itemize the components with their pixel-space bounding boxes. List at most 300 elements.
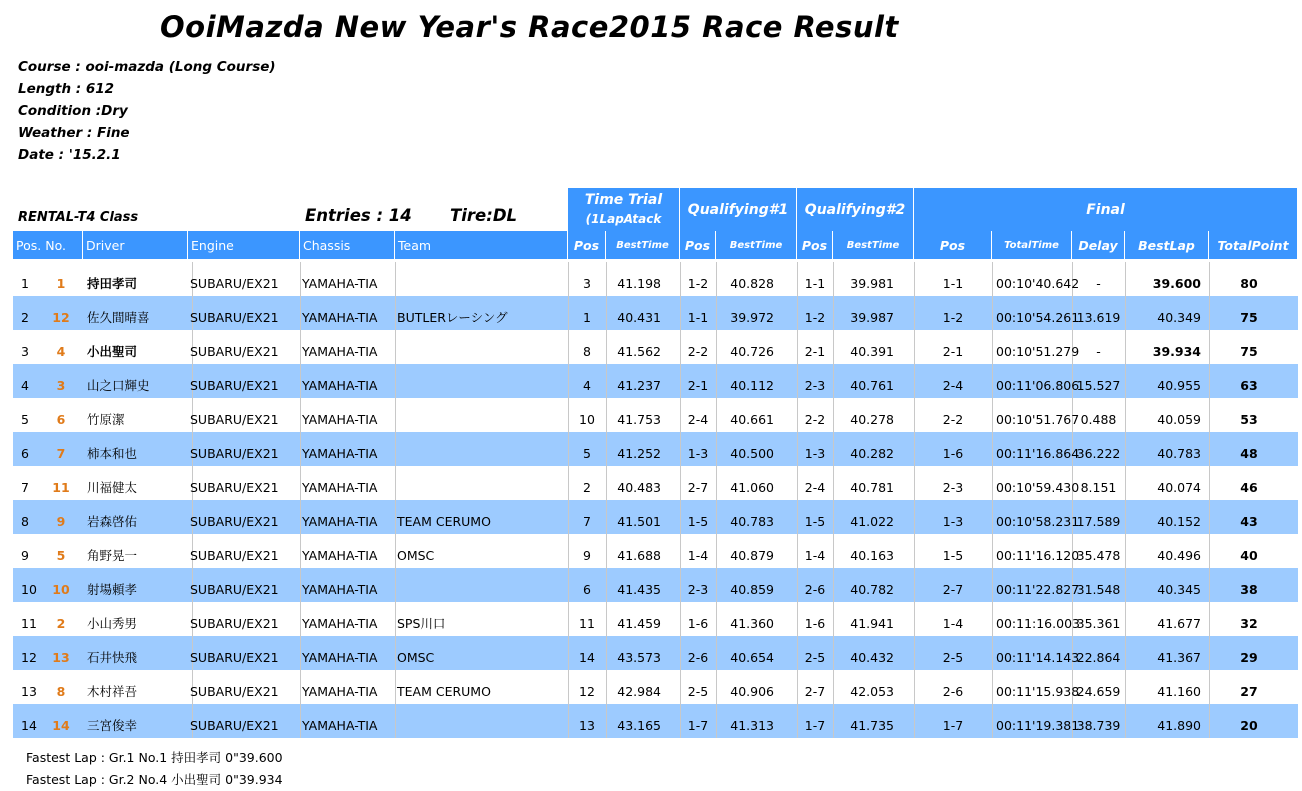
row-total-point: 43 [1240, 514, 1258, 529]
column-divider [300, 296, 301, 330]
row-tt-pos: 11 [579, 616, 595, 631]
row-total-time: 00:11'16.864 [996, 446, 1080, 461]
row-tt-pos: 12 [579, 684, 595, 699]
table-row [13, 432, 1298, 466]
row-total-time: 00:10'59.430 [996, 480, 1080, 495]
row-final-pos: 1-7 [942, 718, 964, 733]
row-driver: 射場頼孝 [87, 582, 138, 597]
row-tt-pos: 13 [579, 718, 595, 733]
column-divider [300, 500, 301, 534]
row-q1-pos: 2-5 [687, 684, 709, 699]
row-final-pos: 2-1 [942, 344, 964, 359]
row-q1-pos: 1-2 [687, 276, 709, 291]
row-q2-best: 41.735 [850, 718, 894, 733]
row-total-point: 38 [1240, 582, 1258, 597]
row-q2-best: 40.163 [850, 548, 894, 563]
row-tt-best: 41.198 [617, 276, 661, 291]
row-team: OMSC [397, 548, 435, 563]
row-team: OMSC [397, 650, 435, 665]
column-divider [992, 398, 993, 432]
table-row [13, 670, 1298, 704]
row-total-time: 00:11'22.827 [996, 582, 1080, 597]
row-q2-best: 39.981 [850, 276, 894, 291]
row-q1-best: 40.661 [730, 412, 774, 427]
row-total-point: 46 [1240, 480, 1258, 495]
row-chassis: YAMAHA-TIA [302, 344, 378, 359]
row-tt-pos: 6 [583, 582, 591, 597]
column-divider [992, 364, 993, 398]
row-tt-best: 41.753 [617, 412, 661, 427]
column-divider [300, 330, 301, 364]
row-tt-best: 41.562 [617, 344, 661, 359]
row-q2-pos: 1-1 [804, 276, 826, 291]
table-row [13, 704, 1298, 738]
row-total-time: 00:11'19.381 [996, 718, 1080, 733]
col-header-driver: Driver [83, 231, 188, 259]
fastest-lap-group-2: Fastest Lap : Gr.2 No.4 小出聖司 0"39.934 [26, 772, 283, 787]
column-divider [992, 262, 993, 296]
col-header-tt-pos: Pos [568, 231, 606, 259]
row-tt-pos: 5 [583, 446, 591, 461]
row-tt-best: 41.237 [617, 378, 661, 393]
row-q1-pos: 2-6 [687, 650, 709, 665]
row-chassis: YAMAHA-TIA [302, 718, 378, 733]
row-total-point: 20 [1240, 718, 1258, 733]
row-tt-best: 41.252 [617, 446, 661, 461]
row-driver: 小出聖司 [87, 344, 138, 359]
row-q2-best: 41.022 [850, 514, 894, 529]
row-final-pos: 2-7 [942, 582, 964, 597]
row-best-lap: 40.059 [1157, 412, 1201, 427]
row-chassis: YAMAHA-TIA [302, 650, 378, 665]
col-header-total-point: TotalPoint [1209, 231, 1298, 259]
row-q2-pos: 1-5 [804, 514, 826, 529]
column-divider [300, 602, 301, 636]
row-total-point: 75 [1240, 344, 1258, 359]
row-engine: SUBARU/EX21 [190, 514, 279, 529]
row-q2-pos: 2-1 [804, 344, 826, 359]
col-header-q1-pos: Pos [680, 231, 716, 259]
row-chassis: YAMAHA-TIA [302, 310, 378, 325]
row-driver: 佐久間晴喜 [87, 310, 150, 325]
table-row [13, 262, 1298, 296]
row-pos: 14 [21, 718, 37, 733]
row-engine: SUBARU/EX21 [190, 650, 279, 665]
row-q1-best: 40.879 [730, 548, 774, 563]
row-tt-pos: 7 [583, 514, 591, 529]
column-divider [992, 500, 993, 534]
row-engine: SUBARU/EX21 [190, 718, 279, 733]
row-pos: 10 [21, 582, 37, 597]
row-q1-pos: 2-2 [687, 344, 709, 359]
column-divider [992, 704, 993, 738]
col-header-tt-best: BestTime [606, 231, 680, 259]
row-number: 4 [56, 344, 66, 359]
row-chassis: YAMAHA-TIA [302, 514, 378, 529]
column-divider [992, 466, 993, 500]
length-info: Length : 612 [18, 81, 115, 97]
col-header-final-pos: Pos [914, 231, 992, 259]
row-tt-pos: 1 [583, 310, 591, 325]
row-driver: 石井快飛 [87, 650, 138, 665]
row-delay: - [1096, 276, 1101, 291]
condition-info: Condition :Dry [18, 103, 128, 119]
row-total-point: 48 [1240, 446, 1258, 461]
row-delay: 35.361 [1076, 616, 1121, 631]
row-number: 14 [52, 718, 70, 733]
row-driver: 柿本和也 [87, 446, 138, 461]
row-number: 9 [56, 514, 66, 529]
column-divider [992, 636, 993, 670]
row-driver: 川福健太 [87, 480, 138, 495]
row-pos: 12 [21, 650, 37, 665]
row-engine: SUBARU/EX21 [190, 480, 279, 495]
row-final-pos: 1-2 [942, 310, 964, 325]
row-team [397, 275, 567, 293]
row-engine: SUBARU/EX21 [190, 684, 279, 699]
row-chassis: YAMAHA-TIA [302, 378, 378, 393]
row-q1-best: 40.906 [730, 684, 774, 699]
row-q1-pos: 1-1 [687, 310, 709, 325]
row-number: 3 [56, 378, 66, 393]
row-pos: 8 [21, 514, 29, 529]
row-total-point: 27 [1240, 684, 1258, 699]
column-divider [300, 636, 301, 670]
row-chassis: YAMAHA-TIA [302, 446, 378, 461]
row-delay: 31.548 [1076, 582, 1121, 597]
row-engine: SUBARU/EX21 [190, 378, 279, 393]
row-chassis: YAMAHA-TIA [302, 412, 378, 427]
row-total-time: 00:10'58.231 [996, 514, 1080, 529]
row-best-lap: 40.349 [1157, 310, 1201, 325]
row-final-pos: 2-2 [942, 412, 964, 427]
row-tt-best: 41.501 [617, 514, 661, 529]
row-tt-pos: 10 [579, 412, 595, 427]
col-header-pos-no [13, 231, 83, 259]
row-best-lap: 41.367 [1157, 650, 1201, 665]
column-divider [300, 466, 301, 500]
row-total-time: 00:11:16.003 [996, 616, 1080, 631]
row-q1-pos: 1-5 [687, 514, 709, 529]
row-pos: 2 [21, 310, 29, 325]
row-q1-best: 40.726 [730, 344, 774, 359]
row-number: 8 [56, 684, 66, 699]
row-total-point: 29 [1240, 650, 1258, 665]
row-q1-best: 40.654 [730, 650, 774, 665]
row-q1-pos: 1-7 [687, 718, 709, 733]
table-row [13, 602, 1298, 636]
row-total-time: 00:10'40.642 [996, 276, 1080, 291]
table-row [13, 534, 1298, 568]
row-team [397, 479, 567, 497]
row-number: 7 [56, 446, 66, 461]
row-q2-pos: 1-2 [804, 310, 826, 325]
row-final-pos: 2-4 [942, 378, 964, 393]
row-chassis: YAMAHA-TIA [302, 480, 378, 495]
column-divider [300, 534, 301, 568]
class-label: RENTAL-T4 Class [18, 210, 139, 225]
row-pos: 1 [21, 276, 29, 291]
col-header-engine: Engine [188, 231, 300, 259]
row-q1-best: 40.783 [730, 514, 774, 529]
row-q1-pos: 2-4 [687, 412, 709, 427]
row-number: 1 [56, 276, 66, 291]
col-header-q2-pos: Pos [797, 231, 833, 259]
row-driver: 角野晃一 [87, 548, 138, 563]
col-header-team: Team [395, 231, 568, 259]
fastest-lap-group-1: Fastest Lap : Gr.1 No.1 持田孝司 0"39.600 [26, 750, 283, 765]
group-qualifying-1: Qualifying#1 [680, 188, 797, 231]
row-q2-pos: 2-7 [804, 684, 826, 699]
row-delay: 36.222 [1076, 446, 1121, 461]
row-pos: 7 [21, 480, 29, 495]
row-delay: 0.488 [1080, 412, 1117, 427]
row-pos: 11 [21, 616, 37, 631]
column-divider [300, 432, 301, 466]
group-time-trial [568, 188, 680, 231]
column-divider [992, 296, 993, 330]
col-header-delay: Delay [1072, 231, 1125, 259]
row-team: SPS川口 [397, 616, 446, 631]
row-driver: 竹原潔 [87, 412, 125, 427]
row-final-pos: 2-5 [942, 650, 964, 665]
row-team [397, 411, 567, 429]
row-tt-pos: 9 [583, 548, 591, 563]
entries-count: Entries : 14 [305, 206, 412, 225]
row-number: 11 [52, 480, 70, 495]
column-divider [300, 364, 301, 398]
row-q2-pos: 1-7 [804, 718, 826, 733]
row-total-point: 32 [1240, 616, 1258, 631]
row-driver: 山之口輝史 [87, 378, 150, 393]
col-header-total-time: TotalTime [992, 231, 1072, 259]
column-divider [992, 568, 993, 602]
row-q2-best: 40.391 [850, 344, 894, 359]
row-pos: 4 [21, 378, 29, 393]
col-header-pos: Pos. [16, 237, 42, 253]
row-chassis: YAMAHA-TIA [302, 684, 378, 699]
row-q1-pos: 2-7 [687, 480, 709, 495]
row-team [397, 445, 567, 463]
group-time-trial-sub: (1LapAtack [585, 211, 662, 226]
row-total-time: 00:10'51.767 [996, 412, 1080, 427]
row-tt-pos: 4 [583, 378, 591, 393]
row-best-lap: 40.496 [1157, 548, 1201, 563]
row-q1-best: 40.859 [730, 582, 774, 597]
row-delay: 13.619 [1076, 310, 1121, 325]
row-team: TEAM CERUMO [397, 514, 491, 529]
row-q1-best: 41.360 [730, 616, 774, 631]
row-delay: 15.527 [1076, 378, 1121, 393]
row-final-pos: 1-1 [942, 276, 964, 291]
table-row [13, 636, 1298, 670]
row-total-time: 00:11'14.143 [996, 650, 1080, 665]
page-title: OoiMazda New Year's Race2015 Race Result [160, 10, 899, 44]
col-header-q1-best: BestTime [716, 231, 797, 259]
row-number: 5 [56, 548, 66, 563]
row-team: TEAM CERUMO [397, 684, 491, 699]
row-total-point: 63 [1240, 378, 1258, 393]
row-delay: 8.151 [1080, 480, 1117, 495]
table-row [13, 364, 1298, 398]
weather-info: Weather : Fine [18, 125, 130, 141]
row-total-point: 75 [1240, 310, 1258, 325]
row-best-lap: 40.955 [1157, 378, 1201, 393]
column-divider [992, 534, 993, 568]
row-tt-pos: 14 [579, 650, 595, 665]
row-engine: SUBARU/EX21 [190, 616, 279, 631]
row-tt-best: 40.431 [617, 310, 661, 325]
row-team: BUTLERレーシング [397, 310, 508, 325]
row-final-pos: 1-6 [942, 446, 964, 461]
row-team [397, 377, 567, 395]
table-row [13, 296, 1298, 330]
row-q2-pos: 1-3 [804, 446, 826, 461]
row-driver: 三宮俊幸 [87, 718, 138, 733]
row-final-pos: 1-5 [942, 548, 964, 563]
row-driver: 小山秀男 [87, 616, 138, 631]
group-qualifying-2: Qualifying#2 [797, 188, 914, 231]
row-engine: SUBARU/EX21 [190, 344, 279, 359]
row-number: 10 [52, 582, 70, 597]
row-team [397, 717, 567, 735]
row-delay: 24.659 [1076, 684, 1121, 699]
row-q2-pos: 2-3 [804, 378, 826, 393]
row-tt-best: 43.573 [617, 650, 661, 665]
row-q2-pos: 1-6 [804, 616, 826, 631]
row-total-point: 80 [1240, 276, 1258, 291]
col-header-chassis: Chassis [300, 231, 395, 259]
column-divider [992, 330, 993, 364]
table-row [13, 500, 1298, 534]
group-final: Final [914, 188, 1298, 231]
row-number: 12 [52, 310, 70, 325]
row-number: 6 [56, 412, 66, 427]
row-driver: 木村祥吾 [87, 684, 138, 699]
row-q2-best: 40.782 [850, 582, 894, 597]
row-best-lap: 41.160 [1157, 684, 1201, 699]
row-tt-best: 40.483 [617, 480, 661, 495]
row-best-lap: 40.783 [1157, 446, 1201, 461]
column-divider [300, 568, 301, 602]
row-tt-pos: 3 [583, 276, 591, 291]
course-info: Course : ooi-mazda (Long Course) [18, 59, 276, 75]
row-best-lap: 41.677 [1157, 616, 1201, 631]
row-delay: 35.478 [1076, 548, 1121, 563]
row-q1-pos: 2-3 [687, 582, 709, 597]
row-best-lap: 41.890 [1157, 718, 1201, 733]
row-tt-best: 43.165 [617, 718, 661, 733]
row-q2-best: 40.282 [850, 446, 894, 461]
row-engine: SUBARU/EX21 [190, 446, 279, 461]
row-number: 2 [56, 616, 66, 631]
table-row [13, 466, 1298, 500]
column-divider [992, 670, 993, 704]
row-q2-pos: 2-6 [804, 582, 826, 597]
row-engine: SUBARU/EX21 [190, 276, 279, 291]
row-q2-pos: 2-5 [804, 650, 826, 665]
column-divider [300, 670, 301, 704]
row-delay: 17.589 [1076, 514, 1121, 529]
col-header-best-lap: BestLap [1125, 231, 1209, 259]
row-engine: SUBARU/EX21 [190, 548, 279, 563]
row-best-lap: 40.152 [1157, 514, 1201, 529]
table-row [13, 568, 1298, 602]
table-row [13, 330, 1298, 364]
row-team [397, 343, 567, 361]
row-pos: 9 [21, 548, 29, 563]
row-pos: 3 [21, 344, 29, 359]
row-total-time: 00:10'54.261 [996, 310, 1080, 325]
row-final-pos: 2-3 [942, 480, 964, 495]
row-q2-best: 40.432 [850, 650, 894, 665]
row-chassis: YAMAHA-TIA [302, 276, 378, 291]
row-q1-best: 40.500 [730, 446, 774, 461]
row-q1-best: 41.313 [730, 718, 774, 733]
row-total-time: 00:11'15.938 [996, 684, 1080, 699]
row-q2-best: 39.987 [850, 310, 894, 325]
row-number: 13 [52, 650, 70, 665]
column-divider [992, 602, 993, 636]
tire-label: Tire:DL [450, 206, 518, 225]
row-total-time: 00:10'51.279 [996, 344, 1080, 359]
row-q2-pos: 1-4 [804, 548, 826, 563]
row-pos: 13 [21, 684, 37, 699]
group-time-trial-label: Time Trial [584, 191, 663, 208]
row-q1-best: 40.112 [730, 378, 774, 393]
row-engine: SUBARU/EX21 [190, 412, 279, 427]
row-pos: 6 [21, 446, 29, 461]
date-info: Date : '15.2.1 [18, 147, 121, 163]
row-q2-best: 40.278 [850, 412, 894, 427]
row-q1-pos: 1-3 [687, 446, 709, 461]
row-q2-best: 42.053 [850, 684, 894, 699]
row-final-pos: 1-4 [942, 616, 964, 631]
column-divider [300, 398, 301, 432]
row-best-lap: 39.934 [1152, 344, 1201, 359]
table-row [13, 398, 1298, 432]
row-tt-best: 41.688 [617, 548, 661, 563]
row-delay: 38.739 [1076, 718, 1121, 733]
col-header-no: No. [45, 237, 66, 253]
row-tt-best: 41.459 [617, 616, 661, 631]
row-chassis: YAMAHA-TIA [302, 582, 378, 597]
row-team [397, 581, 567, 599]
row-tt-pos: 2 [583, 480, 591, 495]
column-divider [992, 432, 993, 466]
row-tt-pos: 8 [583, 344, 591, 359]
column-divider [300, 704, 301, 738]
row-q2-best: 40.781 [850, 480, 894, 495]
row-total-point: 40 [1240, 548, 1258, 563]
row-driver: 持田孝司 [87, 276, 138, 291]
row-total-time: 00:11'06.806 [996, 378, 1080, 393]
row-driver: 岩森啓佑 [87, 514, 138, 529]
row-q2-best: 40.761 [850, 378, 894, 393]
row-delay: 22.864 [1076, 650, 1121, 665]
row-q1-pos: 1-6 [687, 616, 709, 631]
row-tt-best: 42.984 [617, 684, 661, 699]
row-engine: SUBARU/EX21 [190, 310, 279, 325]
row-total-time: 00:11'16.120 [996, 548, 1080, 563]
row-q1-pos: 1-4 [687, 548, 709, 563]
row-q2-pos: 2-4 [804, 480, 826, 495]
row-q1-best: 40.828 [730, 276, 774, 291]
row-delay: - [1096, 344, 1101, 359]
row-final-pos: 2-6 [942, 684, 964, 699]
row-chassis: YAMAHA-TIA [302, 616, 378, 631]
row-q2-pos: 2-2 [804, 412, 826, 427]
